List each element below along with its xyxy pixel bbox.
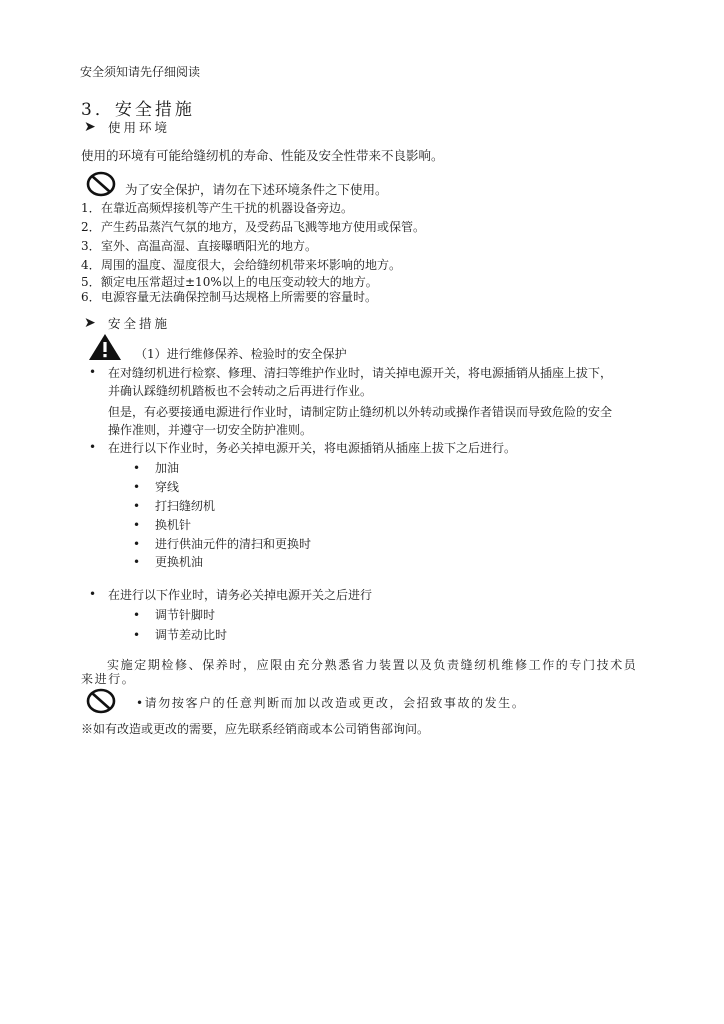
list-item: • 加油 xyxy=(133,461,180,475)
bullet3-text: 在进行以下作业时，请务必关掉电源开关之后进行 xyxy=(108,588,373,602)
list-item: 3．室外、高温高湿、直接曝晒阳光的地方。 xyxy=(81,239,318,253)
list-item: • 调节差动比时 xyxy=(133,628,228,642)
contact-note: ※如有改造或更改的需要，应先联系经销商或本公司销售部询问。 xyxy=(81,722,430,736)
list-item: 1．在靠近高频焊接机等产生干扰的机器设备旁边。 xyxy=(81,201,354,215)
page-header: 安全须知请先仔细阅读 xyxy=(80,65,201,79)
prohibition-icon xyxy=(86,171,116,197)
maintenance-paragraph-line1: 实施定期检修、保养时，应限由充分熟悉省力装置以及负责缝纫机维修工作的专门技术员 xyxy=(107,658,638,672)
prohibit-modification-text: •请勿按客户的任意判断而加以改造或更改，会招致事故的发生。 xyxy=(136,696,526,710)
list-item: • 穿线 xyxy=(133,480,180,494)
list-item: • 更换机油 xyxy=(133,555,204,569)
section-title: 3．安全措施 xyxy=(81,100,195,120)
environment-heading: 使用环境 xyxy=(108,120,171,135)
list-item: 2．产生药品蒸汽气氛的地方，及受药品飞溅等地方使用或保管。 xyxy=(81,220,426,234)
list-item: 6．电源容量无法确保控制马达规格上所需要的容量时。 xyxy=(81,290,378,304)
bullet-icon: • xyxy=(89,440,97,454)
list-item: • 打扫缝纫机 xyxy=(133,499,216,513)
list-item: • 进行供油元件的清扫和更换时 xyxy=(133,537,312,551)
bullet1-line2: 并确认踩缝纫机踏板也不会转动之后再进行作业。 xyxy=(108,384,373,398)
measures-heading: 安全措施 xyxy=(108,316,171,331)
environment-intro: 使用的环境有可能给缝纫机的寿命、性能及安全性带来不良影响。 xyxy=(81,148,444,163)
bullet1-line4: 操作准则，并遵守一切安全防护准则。 xyxy=(108,423,313,437)
list-item: 5．额定电压常超过±10%以上的电压变动较大的地方。 xyxy=(81,275,378,289)
bullet1-line3: 但是，有必要接通电源进行作业时，请制定防止缝纫机以外转动或操作者错误而导致危险的安全 xyxy=(108,405,613,419)
arrow-bullet-icon: ➤ xyxy=(84,119,96,135)
bullet-icon: • xyxy=(89,587,97,601)
bullet-icon: • xyxy=(89,365,97,379)
bullet1-line1: 在对缝纫机进行检察、修理、清扫等维护作业时，请关掉电源开关，将电源插销从插座上拔下， xyxy=(108,366,613,380)
prohibit-environment-text: 为了安全保护，请勿在下述环境条件之下使用。 xyxy=(125,182,388,197)
bullet2-text: 在进行以下作业时，务必关掉电源开关，将电源插销从插座上拔下之后进行。 xyxy=(108,441,517,455)
maintenance-paragraph-line2: 来进行。 xyxy=(81,672,136,686)
list-item: • 换机针 xyxy=(133,518,192,532)
prohibition-icon xyxy=(86,688,116,714)
warning-maintenance-text: （1）进行维修保养、检验时的安全保护 xyxy=(135,347,347,361)
arrow-bullet-icon: ➤ xyxy=(84,315,96,331)
list-item: 4．周围的温度、湿度很大，会给缝纫机带来坏影响的地方。 xyxy=(81,258,402,272)
list-item: • 调节针脚时 xyxy=(133,608,216,622)
warning-triangle-icon xyxy=(88,333,122,361)
